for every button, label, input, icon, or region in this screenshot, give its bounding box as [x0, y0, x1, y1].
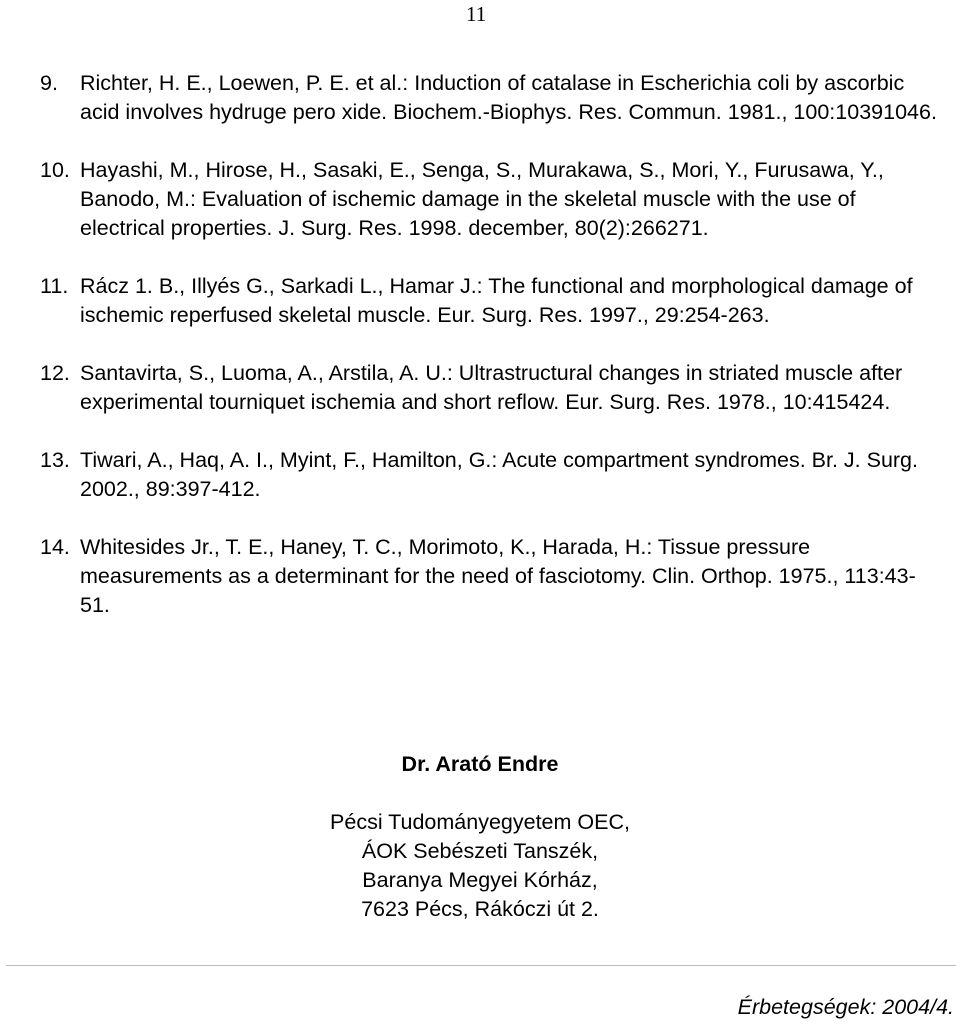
author-name: Dr. Arató Endre [401, 752, 559, 776]
reference-item [40, 533, 945, 620]
reference-item [40, 69, 945, 127]
reference-text: Hayashi, M., Hirose, H., Sasaki, E., Senga, S., Murakawa, S., Mori, Y., Furusawa, Y., Banodo, M.: Evaluation of ischemic damage in the skeletal muscle with the use of electrical properties. J. Surg. Res. 1998. december, 80(2):266271. [80, 158, 884, 240]
reference-number: 11. [40, 274, 69, 298]
reference-text: Whitesides Jr., T. E., Haney, T. C., Morimoto, K., Harada, H.: Tissue pressure measurements as a determinant for the need of fasciotomy. Clin. Orthop. 1975., 113:43-51. [80, 535, 916, 617]
reference-item [40, 156, 945, 243]
author-address-line: ÁOK Sebészeti Tanszék, [361, 839, 599, 863]
footer-divider [6, 965, 956, 966]
footer-journal-citation: Érbetegségek: 2004/4. [737, 995, 954, 1019]
reference-list [40, 69, 945, 649]
author-address-line: Baranya Megyei Kórház, [362, 868, 598, 892]
reference-number: 14. [40, 535, 70, 559]
reference-number: 12. [40, 361, 70, 385]
reference-text: Rácz 1. B., Illyés G., Sarkadi L., Hamar J.: The functional and morphological damage of ischemic reperfused skeletal muscle. Eur. Surg. Res. 1997., 29:254-263. [80, 274, 913, 327]
reference-item [40, 446, 945, 504]
reference-item [40, 272, 945, 330]
reference-number: 9. [40, 71, 58, 95]
reference-item [40, 359, 945, 417]
reference-text: Tiwari, A., Haq, A. I., Myint, F., Hamilton, G.: Acute compartment syndromes. Br. J. Surg. 2002., 89:397-412. [80, 448, 918, 501]
reference-text: Richter, H. E., Loewen, P. E. et al.: Induction of catalase in Escherichia coli by ascorbic acid involves hydruge pero xide. Biochem.-Biophys. Res. Commun. 1981., 100:10391046. [80, 71, 937, 124]
author-block [0, 750, 960, 924]
author-address-line: Pécsi Tudományegyetem OEC, [330, 810, 630, 834]
reference-number: 10. [40, 158, 70, 182]
reference-text: Santavirta, S., Luoma, A., Arstila, A. U.: Ultrastructural changes in striated muscle after experimental tourniquet ischemia and short reflow. Eur. Surg. Res. 1978., 10:415424. [80, 361, 903, 414]
author-address-line: 7623 Pécs, Rákóczi út 2. [361, 897, 599, 921]
reference-number: 13. [40, 448, 70, 472]
page-number: 11 [466, 2, 487, 26]
